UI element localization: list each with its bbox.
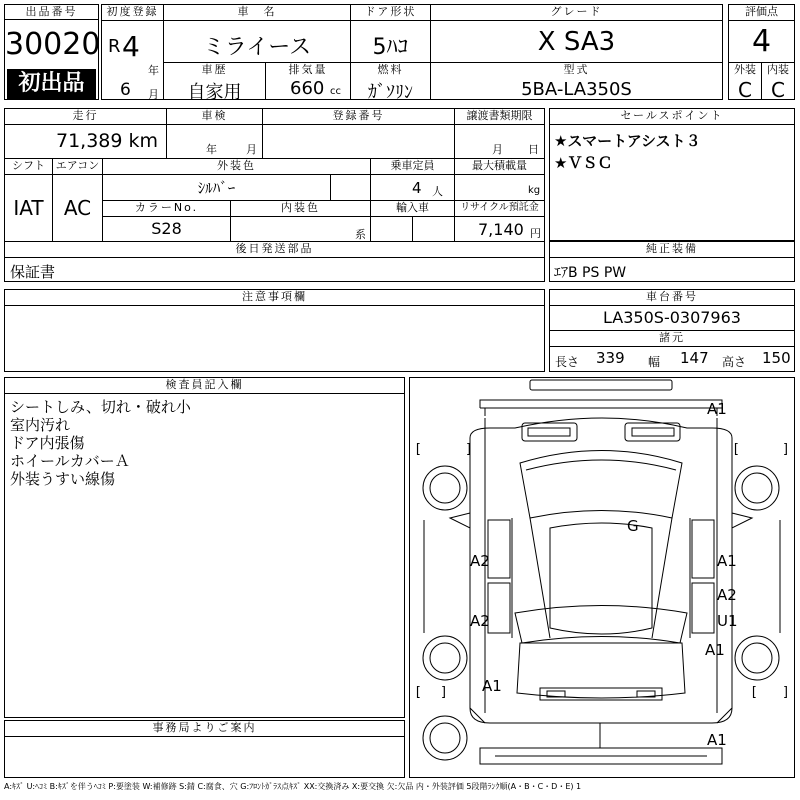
- recycle-unit: 円: [530, 227, 541, 240]
- capacity: 4: [412, 179, 422, 197]
- inspector-line-1: シートしみ、切れ・破れ小: [10, 398, 191, 416]
- inspection-year: 年: [206, 143, 217, 156]
- inspection-month: 月: [246, 143, 257, 156]
- equipment: ｴｱB PS PW: [554, 265, 627, 281]
- aircon-label: エアコン: [53, 159, 102, 173]
- shift: IAT: [13, 196, 44, 220]
- bracket: ]: [782, 442, 790, 457]
- later-parts-label: 後日発送部品: [5, 242, 544, 256]
- width: 147: [680, 349, 709, 367]
- era: R: [108, 36, 121, 57]
- sales-points-box: [549, 108, 795, 241]
- bracket: [: [750, 685, 758, 700]
- capacity-unit: 人: [432, 185, 443, 198]
- sales-points-label: セールスポイント: [550, 109, 794, 123]
- inspector-line-3: ドア内張傷: [10, 434, 85, 452]
- color-no-label: カラーNo.: [103, 201, 230, 215]
- bracket: [: [732, 442, 740, 457]
- inspector-label: 検査員記入欄: [5, 378, 404, 392]
- width-label: 幅: [648, 355, 661, 369]
- mileage-label: 走行: [5, 109, 166, 123]
- inspector-line-4: ホイールカバーＡ: [10, 452, 130, 470]
- lot-number-box: [4, 4, 99, 100]
- capacity-label: 乗車定員: [371, 159, 454, 173]
- dims-label: 諸元: [550, 331, 794, 345]
- displacement-unit: cc: [330, 86, 341, 97]
- month-unit: 月: [148, 88, 159, 101]
- first-listing-badge: 初出品: [7, 69, 96, 99]
- length-label: 長さ: [555, 355, 580, 369]
- int-color-unit: 系: [355, 228, 366, 241]
- sales-point-2: ★ＶＳＣ: [554, 154, 613, 172]
- mark-left-front-door-a2: A2: [470, 552, 490, 570]
- aircon: AC: [63, 196, 92, 220]
- damage-diagram-box: [409, 377, 795, 778]
- mark-right-rear-door-u1: U1: [717, 612, 738, 630]
- load-label: 最大積載量: [455, 159, 544, 173]
- bracket: ]: [440, 685, 448, 700]
- displacement-label: 排気量: [266, 63, 350, 77]
- inspection-label: 車検: [167, 109, 262, 123]
- mark-roof-g: G: [627, 517, 639, 535]
- notes-label: 注意事項欄: [5, 290, 544, 304]
- year-unit: 年: [148, 64, 159, 77]
- first-reg-year: 4: [122, 30, 140, 63]
- length: 339: [596, 349, 625, 367]
- height-label: 高さ: [722, 355, 747, 369]
- int-color-label: 内装色: [231, 201, 370, 215]
- mark-front-right-a1: A1: [707, 400, 727, 418]
- ext-color-label: 外装色: [103, 159, 370, 173]
- transfer-day: 日: [528, 143, 539, 156]
- load-unit: kg: [528, 185, 541, 196]
- equipment-label: 純正装備: [550, 242, 794, 256]
- fuel: ｶﾞｿﾘﾝ: [368, 82, 413, 103]
- mark-right-rear-wheel-a1: A1: [705, 641, 725, 659]
- later-parts: 保証書: [10, 263, 56, 281]
- model-label: 型式: [431, 63, 722, 77]
- car-diagram: [410, 378, 794, 777]
- car-name: ミライース: [202, 35, 312, 60]
- ext-grade-label: 外装: [729, 63, 761, 77]
- office-label: 事務局よりご案内: [5, 721, 404, 735]
- reg-number-label: 登録番号: [263, 109, 454, 123]
- shift-label: シフト: [5, 159, 52, 173]
- displacement: 660: [290, 78, 325, 99]
- door-type: 5ﾊｺ: [372, 35, 409, 60]
- first-reg-label: 初度登録: [102, 5, 163, 19]
- model-code: 5BA-LA350S: [521, 79, 632, 100]
- history: 自家用: [187, 82, 242, 103]
- mark-left-rear-a1: A1: [482, 677, 502, 695]
- inspector-line-5: 外装うすい線傷: [10, 470, 116, 488]
- score-label: 評価点: [729, 5, 794, 19]
- first-reg-month: 6: [120, 80, 131, 100]
- recycle-label: リサイクル預託金: [455, 201, 544, 215]
- height: 150: [762, 349, 791, 367]
- import-label: 輸入車: [371, 201, 454, 215]
- inspector-line-2: 室内汚れ: [10, 416, 71, 434]
- grade: X SA3: [537, 27, 616, 57]
- fuel-label: 燃料: [351, 63, 430, 77]
- history-label: 車歴: [164, 63, 265, 77]
- legend: A:ｷｽﾞ U:ﾍｺﾐ B:ｷｽﾞを伴うﾍｺﾐ P:要塗装 W:補修跡 S:錆 C:腐食、穴 G:ﾌﾛﾝﾄｶﾞﾗｽ点ｷｽﾞ XX:交換済み X:要交換 欠:欠品 内・外装評価 5段階ﾗﾝｸ順(A・B・C・D・E) 1: [4, 782, 582, 791]
- car-name-label: 車 名: [164, 5, 350, 19]
- ext-color: ｼﾙﾊﾞｰ: [197, 179, 236, 197]
- transfer-month: 月: [492, 143, 503, 156]
- door-label: ドア形状: [351, 5, 430, 19]
- ext-grade: C: [738, 78, 752, 102]
- mileage: 71,389 km: [56, 130, 159, 152]
- grade-label: グレード: [431, 5, 722, 19]
- bracket: ]: [465, 442, 473, 457]
- transfer-deadline-label: 譲渡書類期限: [455, 109, 544, 123]
- color-no: S28: [151, 219, 182, 238]
- chassis-label: 車台番号: [550, 290, 794, 304]
- mark-right-front-door-a1: A1: [717, 552, 737, 570]
- lot-number: 30020: [5, 27, 101, 62]
- int-grade: C: [771, 78, 785, 102]
- sales-point-1: ★スマートアシスト３: [554, 132, 701, 150]
- mark-left-rear-door-a2: A2: [470, 612, 490, 630]
- int-grade-label: 内装: [762, 63, 794, 77]
- bracket: ]: [782, 685, 790, 700]
- bracket: [: [414, 685, 422, 700]
- mark-right-rear-door-a2: A2: [717, 586, 737, 604]
- recycle-fee: 7,140: [478, 220, 524, 239]
- mark-rear-bottom-a1: A1: [707, 731, 727, 749]
- bracket: [: [414, 442, 422, 457]
- lot-number-label: 出品番号: [5, 5, 98, 20]
- chassis-number: LA350S-0307963: [603, 308, 741, 327]
- score: 4: [751, 24, 772, 59]
